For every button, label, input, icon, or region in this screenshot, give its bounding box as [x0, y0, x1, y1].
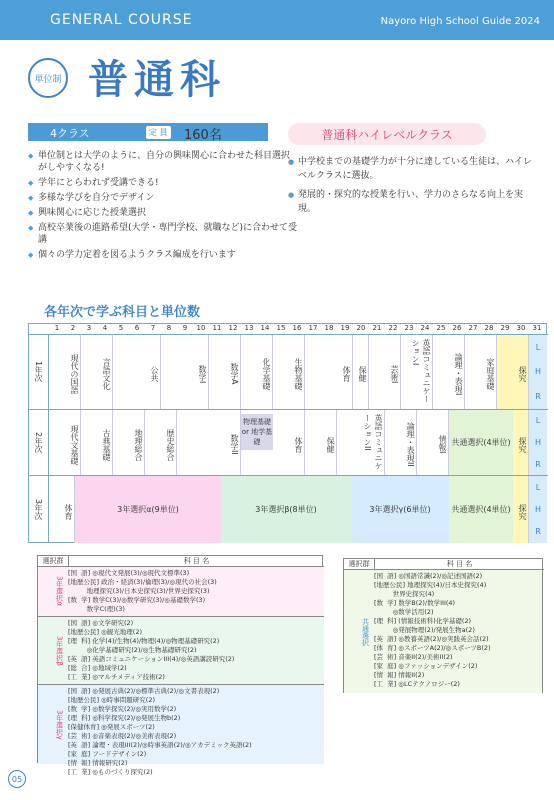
group-common: [344, 570, 542, 693]
capacity-value: 160名: [184, 128, 222, 143]
year3-row: [29, 476, 548, 543]
header-bar: [0, 0, 554, 40]
high-level-item: ● 発展的・探究的な授業を行い、学力のさらなる向上を実現。: [288, 188, 538, 216]
group-label: 3年選択α: [55, 576, 64, 607]
table-header: 選択群: [38, 556, 68, 567]
subject-cell: 体育: [305, 335, 353, 409]
unit-number: 26: [452, 324, 462, 332]
class-count: 4クラス: [50, 127, 90, 140]
feature-item: ◆ 学年にとらわれず受講できる!: [28, 177, 298, 189]
elective-table-left: [37, 555, 323, 776]
feature-item: ◆ 興味関心に応じた授業選択: [28, 207, 298, 219]
lhr-letter: L: [535, 482, 541, 492]
class-bar: [28, 123, 268, 141]
lhr-cell: [529, 410, 547, 475]
subject-cell: 家庭基礎: [465, 335, 497, 409]
subject-cell: 芸術I: [369, 335, 401, 409]
subject-cell: 生物基礎: [273, 335, 305, 409]
unit-number: 14: [260, 324, 270, 332]
subject-cell: 数学A: [209, 335, 241, 409]
unit-number: 16: [292, 324, 302, 332]
inquiry-cell: 探究: [497, 335, 529, 409]
subject-cell: 化学基礎: [241, 335, 273, 409]
course-label: GENERAL COURSE: [50, 12, 193, 28]
unit-number: 21: [372, 324, 382, 332]
unit-number: 5: [118, 324, 124, 332]
common-elective-cell: 共通選択(4単位): [449, 476, 513, 543]
group-beta: [38, 617, 324, 685]
feature-item: ◆ 単位制とは大学のように、自分の興味関心に合わせた科目選択がしやすくなる!: [28, 150, 298, 174]
elective-beta-cell: 3年選択β(8単位): [221, 476, 351, 543]
elective-science-cell: 物理基礎 or 地学基礎: [241, 414, 273, 450]
unit-number: 10: [196, 324, 206, 332]
unit-number: 20: [356, 324, 366, 332]
unit-number: 4: [102, 324, 108, 332]
inquiry-cell: 探究: [513, 410, 529, 475]
unit-number: 3: [86, 324, 92, 332]
unit-number: 22: [388, 324, 398, 332]
subject-cell: 数学II: [177, 410, 241, 475]
feature-list: [28, 150, 298, 264]
table-header: 選択群: [344, 559, 374, 570]
unit-number: 1: [54, 324, 60, 332]
subject-cell: 体育: [273, 410, 305, 475]
group-subjects: [国 語] ◎現代文発展(3)/◎現代文標準(3) [地歴公民] 政治・経済(3)/倫理(3)/◎現代の社会(3) 地理探究(3)/日本史探究(3)/世界史探究(3) [数 学] 数学C(3)/◎数学研究(3)/◎基礎数学(3) 数学C(理)(3): [68, 569, 217, 613]
elective-table-right: [343, 558, 543, 693]
unit-number: 9: [182, 324, 188, 332]
page-title: 普通科: [88, 57, 226, 103]
lhr-letter: H: [534, 437, 541, 447]
unit-number: 25: [436, 324, 446, 332]
lhr-cell: [529, 335, 547, 409]
lhr-letter: R: [535, 392, 541, 402]
lhr-cell: [529, 476, 547, 543]
unit-badge: 単位制: [28, 58, 68, 98]
unit-number: 11: [212, 324, 222, 332]
subject-cell: 論理・表現II: [385, 410, 417, 475]
group-label: 3年選択γ: [55, 709, 64, 740]
unit-number: 12: [228, 324, 238, 332]
elective-gamma-cell: 3年選択γ(6単位): [351, 476, 449, 543]
subject-cell: 体育: [49, 476, 75, 543]
group-label: 3年選択β: [55, 635, 64, 666]
subject-cell: 公共: [113, 335, 161, 409]
group-subjects: [国 語] ◎国語常識(2)/◎記述国語(2) [地歴公民] 地理探究(4)/日本史探究(4) 世界史探究(4) [数 学] 数学B(2)/数学III(4) ◎数学活用(2) [理 科] (情報技術科)化学基礎(2) ◎発展物理(2)/発展生物a(2) [英 語] ◎教養英語(2)/◎実践英会話(2) [体 育] ◎スポーツA(2)/◎スポーツB(2) [芸 術] 音楽II(2)/美術II(2) [家 庭] ◎ファッションデザイン(2) [情 報] 情報II(2) [工 業] ◎LCテクノロジー(2): [374, 572, 491, 688]
capacity-label: 定 員: [146, 126, 171, 139]
group-subjects: [国 語] ◎文学研究(2) [地歴公民] ◎観光地理(2) [理 科] 化学(4)/生物(4)/物理(4)/◎物理基礎研究(2) ◎化学基礎研究(2)/◎生物基礎研究(2) [英 語] 英語コミュニケーションIII(4)/◎英語講読研究(2) [総 合] ◎地域学(2) [工 業] ◎マルチメディア技術(2): [68, 619, 235, 681]
subject-cell: 情報I: [417, 410, 449, 475]
unit-number: 30: [516, 324, 526, 332]
unit-number: 27: [468, 324, 478, 332]
high-level-list: [288, 155, 538, 221]
feature-item: ◆ 高校卒業後の進路希望(大学・専門学校、就職など)に合わせて受講: [28, 222, 298, 246]
table-header: 科 目 名: [374, 559, 544, 570]
unit-number: 15: [276, 324, 286, 332]
page-number: 05: [8, 770, 26, 788]
inquiry-cell: 探究: [513, 476, 529, 543]
year-label: 1年次: [29, 335, 49, 409]
year-label: 2年次: [29, 410, 49, 475]
lhr-letter: H: [534, 367, 541, 377]
subject-cell: 数学I: [161, 335, 209, 409]
feature-item: ◆ 個々の学力定着を図るようクラス編成を行います: [28, 249, 298, 261]
unit-number: 31: [532, 324, 542, 332]
subject-cell: 言語文化: [81, 335, 113, 409]
table-header: 科 目 名: [68, 556, 324, 567]
guide-label: Nayoro High School Guide 2024: [380, 16, 540, 27]
year2-row: [29, 410, 548, 476]
lhr-letter: R: [535, 459, 541, 469]
unit-number: 13: [244, 324, 254, 332]
unit-number: 28: [484, 324, 494, 332]
unit-number: 18: [324, 324, 334, 332]
unit-number: 29: [500, 324, 510, 332]
lhr-letter: L: [535, 416, 541, 426]
group-subjects: [国 語] ◎発展古典(2)/◎標準古典(2)/◎文書表現(2) [地歴公民] ◎時事問題研究(2) [数 学] ◎数学探究(2)/◎実用数学(2) [理 科] ◎科学探究(2)/◎発展生物b(2) [保健体育] ◎発展スポーツ(2) [芸 術] ◎音楽表現(2)/◎美術表現(2) [英 語] 論理・表現III(2)/◎時事英語(2)/◎アカデミック英語(2) [家 庭] フードデザイン(2) [情 報] 情報研究(2) [工 業] ◎ものづくり探究(2): [68, 687, 252, 776]
group-gamma: [38, 685, 324, 776]
unit-numbers: [29, 324, 548, 335]
unit-number: 2: [70, 324, 76, 332]
curriculum-grid: [28, 323, 547, 543]
feature-item: ◆ 多様な学びを自分でデザイン: [28, 192, 298, 204]
group-alpha: [38, 567, 324, 617]
unit-number: 6: [134, 324, 140, 332]
subject-cell: 地理総合: [113, 410, 145, 475]
subject-cell: 英語コミュニケーションI: [401, 335, 433, 409]
lhr-letter: R: [535, 527, 541, 537]
subject-cell: 保健: [353, 335, 369, 409]
unit-number: 19: [340, 324, 350, 332]
subject-cell: 英語コミュニケーションII: [337, 410, 385, 475]
subject-cell: 論理・表現I: [433, 335, 465, 409]
lhr-letter: L: [535, 342, 541, 352]
subject-cell: 現代文基礎: [49, 410, 81, 475]
unit-number: 17: [308, 324, 318, 332]
subject-cell: 歴史総合: [145, 410, 177, 475]
subject-cell: 保健: [305, 410, 337, 475]
unit-number: 23: [404, 324, 414, 332]
lhr-letter: H: [534, 504, 541, 514]
unit-number: 8: [166, 324, 172, 332]
year-label: 3年次: [29, 476, 49, 543]
year1-row: [29, 335, 548, 410]
unit-number: 24: [420, 324, 430, 332]
elective-alpha-cell: 3年選択α(9単位): [75, 476, 221, 543]
group-label: 共通選択: [361, 617, 370, 646]
subject-cell: 現代の国語: [49, 335, 81, 409]
unit-number: 7: [150, 324, 156, 332]
high-level-title: 普通科ハイレベルクラス: [288, 123, 486, 145]
common-elective-cell: 共通選択(4単位): [449, 410, 513, 475]
high-level-item: ● 中学校までの基礎学力が十分に達している生徒は、ハイレベルクラスに選抜。: [288, 155, 538, 183]
subject-cell: 古典基礎: [81, 410, 113, 475]
section-title: 各年次で学ぶ科目と単位数: [44, 305, 201, 320]
